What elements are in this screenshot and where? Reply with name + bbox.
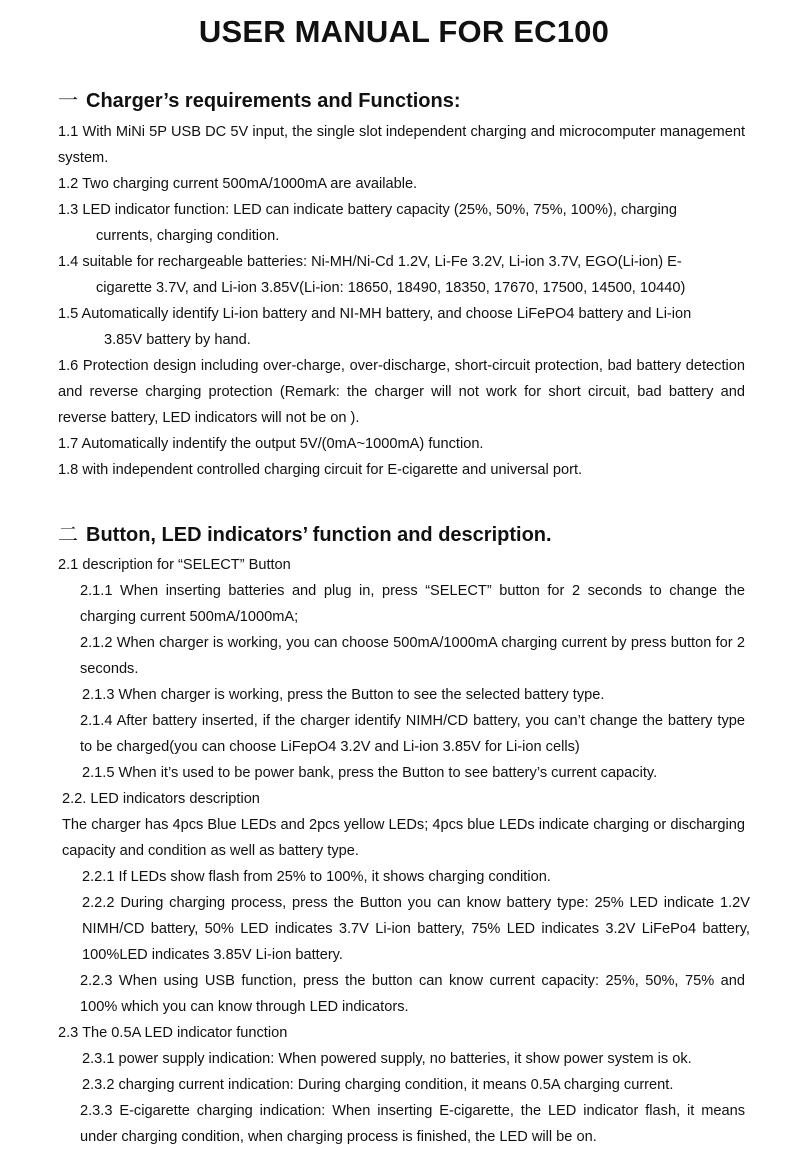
item-2-1-1: 2.1.1 When inserting batteries and plug in, press “SELECT” button for 2 seconds to change the charging current 500mA/1000mA; — [80, 583, 745, 625]
item-2-3-1: 2.3.1 power supply indication: When powered supply, no batteries, it show power system is ok. — [82, 1051, 692, 1067]
item-1-6: 1.6 Protection design including over-charge, over-discharge, short-circuit protection, bad battery detection and reverse charging protection (Remark: the charger will not work for short circuit, bad battery and reverse battery, LED indicators will not be on ). — [58, 358, 745, 426]
section-1-number: 一 — [58, 88, 78, 112]
item-2-1-4: 2.1.4 After battery inserted, if the charger identify NIMH/CD battery, you can’t change the battery type to be charged(you can choose LiFepO4 3.2V and Li-ion 3.85V for Li-ion cells) — [80, 713, 745, 755]
item-1-4-line1: 1.4 suitable for rechargeable batteries: Ni-MH/Ni-Cd 1.2V, Li-Fe 3.2V, Li-ion 3.7V, EGO(Li-ion) E- — [58, 254, 682, 270]
item-1-3-line1: 1.3 LED indicator function: LED can indicate battery capacity (25%, 50%, 75%, 100%), charging — [58, 202, 677, 218]
item-1-3-line2: currents, charging condition. — [96, 228, 280, 244]
section-1-heading — [58, 84, 461, 113]
item-2-1: 2.1 description for “SELECT” Button — [58, 557, 291, 573]
item-1-1: 1.1 With MiNi 5P USB DC 5V input, the single slot independent charging and microcomputer management system. — [58, 124, 745, 166]
item-2-2-2: 2.2.2 During charging process, press the Button you can know battery type: 25% LED indicate 1.2V NIMH/CD battery, 50% LED indicates 3.7V Li-ion battery, 75% LED indicates 3.2V LiFePo4 battery, 100%LED indicates 3.85V Li-ion battery. — [82, 895, 750, 963]
item-2-2-intro: The charger has 4pcs Blue LEDs and 2pcs yellow LEDs; 4pcs blue LEDs indicate charging or discharging capacity and condition as well as battery type. — [62, 817, 745, 859]
item-1-7: 1.7 Automatically indentify the output 5V/(0mA~1000mA) function. — [58, 436, 484, 452]
section-2-heading — [58, 518, 552, 547]
item-2-1-3: 2.1.3 When charger is working, press the Button to see the selected battery type. — [82, 687, 605, 703]
item-2-2: 2.2. LED indicators description — [62, 791, 260, 807]
section-2-title: Button, LED indicators’ function and description. — [86, 524, 552, 546]
item-2-3-2: 2.3.2 charging current indication: During charging condition, it means 0.5A charging current. — [82, 1077, 674, 1093]
item-2-1-5: 2.1.5 When it’s used to be power bank, press the Button to see battery’s current capacity. — [82, 765, 658, 781]
item-2-2-1: 2.2.1 If LEDs show flash from 25% to 100%, it shows charging condition. — [82, 869, 551, 885]
document-title: USER MANUAL FOR EC100 — [198, 14, 610, 49]
item-1-8: 1.8 with independent controlled charging circuit for E-cigarette and universal port. — [58, 462, 583, 478]
section-2-number: 二 — [58, 522, 78, 546]
item-2-1-2: 2.1.2 When charger is working, you can choose 500mA/1000mA charging current by press button for 2 seconds. — [80, 635, 745, 677]
item-1-5-line1: 1.5 Automatically identify Li-ion battery and NI-MH battery, and choose LiFePO4 battery and Li-ion — [58, 306, 692, 322]
item-1-5-line2: 3.85V battery by hand. — [104, 332, 251, 348]
item-2-3-3: 2.3.3 E-cigarette charging indication: When inserting E-cigarette, the LED indicator flash, it means under charging condition, when charging process is finished, the LED will be on. — [80, 1103, 745, 1145]
item-1-2: 1.2 Two charging current 500mA/1000mA are available. — [58, 176, 418, 192]
item-2-2-3: 2.2.3 When using USB function, press the button can know current capacity: 25%, 50%, 75% and 100% which you can know through LED indicators. — [80, 973, 745, 1015]
section-1-title: Charger’s requirements and Functions: — [86, 90, 461, 112]
item-2-3: 2.3 The 0.5A LED indicator function — [58, 1025, 288, 1041]
item-1-4-line2: cigarette 3.7V, and Li-ion 3.85V(Li-ion: 18650, 18490, 18350, 17670, 17500, 14500, 10440) — [96, 280, 686, 296]
